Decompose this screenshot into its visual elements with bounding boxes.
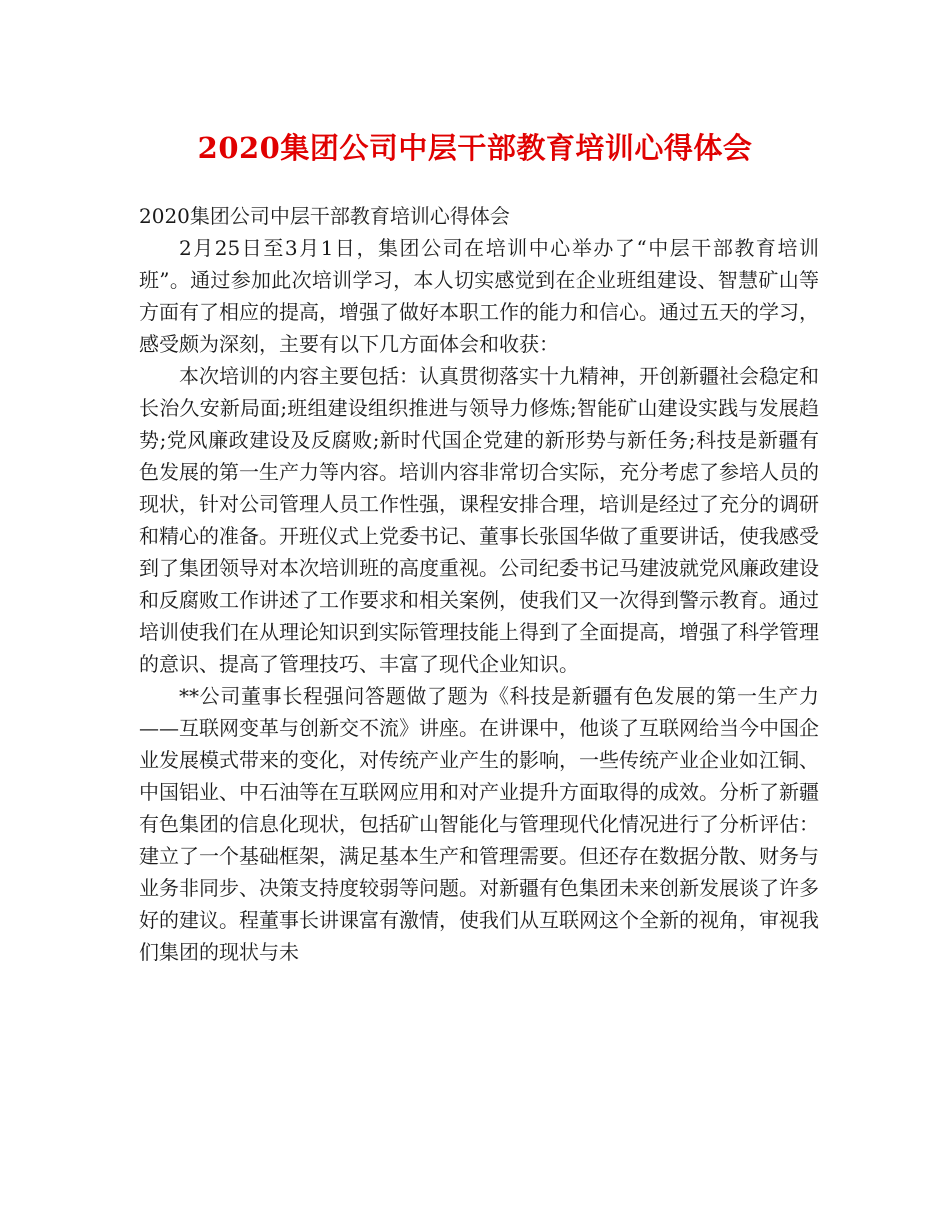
document-body [139, 200, 819, 968]
document-subtitle: 2020集团公司中层干部教育培训心得体会 [139, 204, 510, 228]
paragraph-2: 本次培训的内容主要包括：认真贯彻落实十九精神，开创新疆社会稳定和长治久安新局面;班组建设组织推进与领导力修炼;智能矿山建设实践与发展趋势;党风廉政建设及反腐败;新时代国企党建的新形势与新任务;科技是新疆有色发展的第一生产力等内容。培训内容非常切合实际，充分考虑了参培人员的现状，针对公司管理人员工作性强，课程安排合理，培训是经过了充分的调研和精心的准备。开班仪式上党委书记、董事长张国华做了重要讲话，使我感受到了集团领导对本次培训班的高度重视。公司纪委书记马建波就党风廉政建设和反腐败工作讲述了工作要求和相关案例，使我们又一次得到警示教育。通过培训使我们在从理论知识到实际管理技能上得到了全面提高，增强了科学管理的意识、提高了管理技巧、丰富了现代企业知识。 [139, 364, 819, 676]
paragraph-3: **公司董事长程强问答题做了题为《科技是新疆有色发展的第一生产力——互联网变革与创新交不流》讲座。在讲课中，他谈了互联网给当今中国企业发展模式带来的变化，对传统产业产生的影响，一些传统产业企业如江铜、中国铝业、中石油等在互联网应用和对产业提升方面取得的成效。分析了新疆有色集团的信息化现状，包括矿山智能化与管理现代化情况进行了分析评估：建立了一个基础框架，满足基本生产和管理需要。但还存在数据分散、财务与业务非同步、决策支持度较弱等问题。对新疆有色集团未来创新发展谈了许多好的建议。程董事长讲课富有激情，使我们从互联网这个全新的视角，审视我们集团的现状与未 [139, 684, 819, 964]
document-title: 2020集团公司中层干部教育培训心得体会 [197, 131, 753, 165]
paragraph-1: 2月25日至3月1日，集团公司在培训中心举办了“中层干部教育培训班”。通过参加此次培训学习，本人切实感觉到在企业班组建设、智慧矿山等方面有了相应的提高，增强了做好本职工作的能力和信心。通过五天的学习，感受颇为深刻，主要有以下几方面体会和收获： [139, 236, 819, 356]
